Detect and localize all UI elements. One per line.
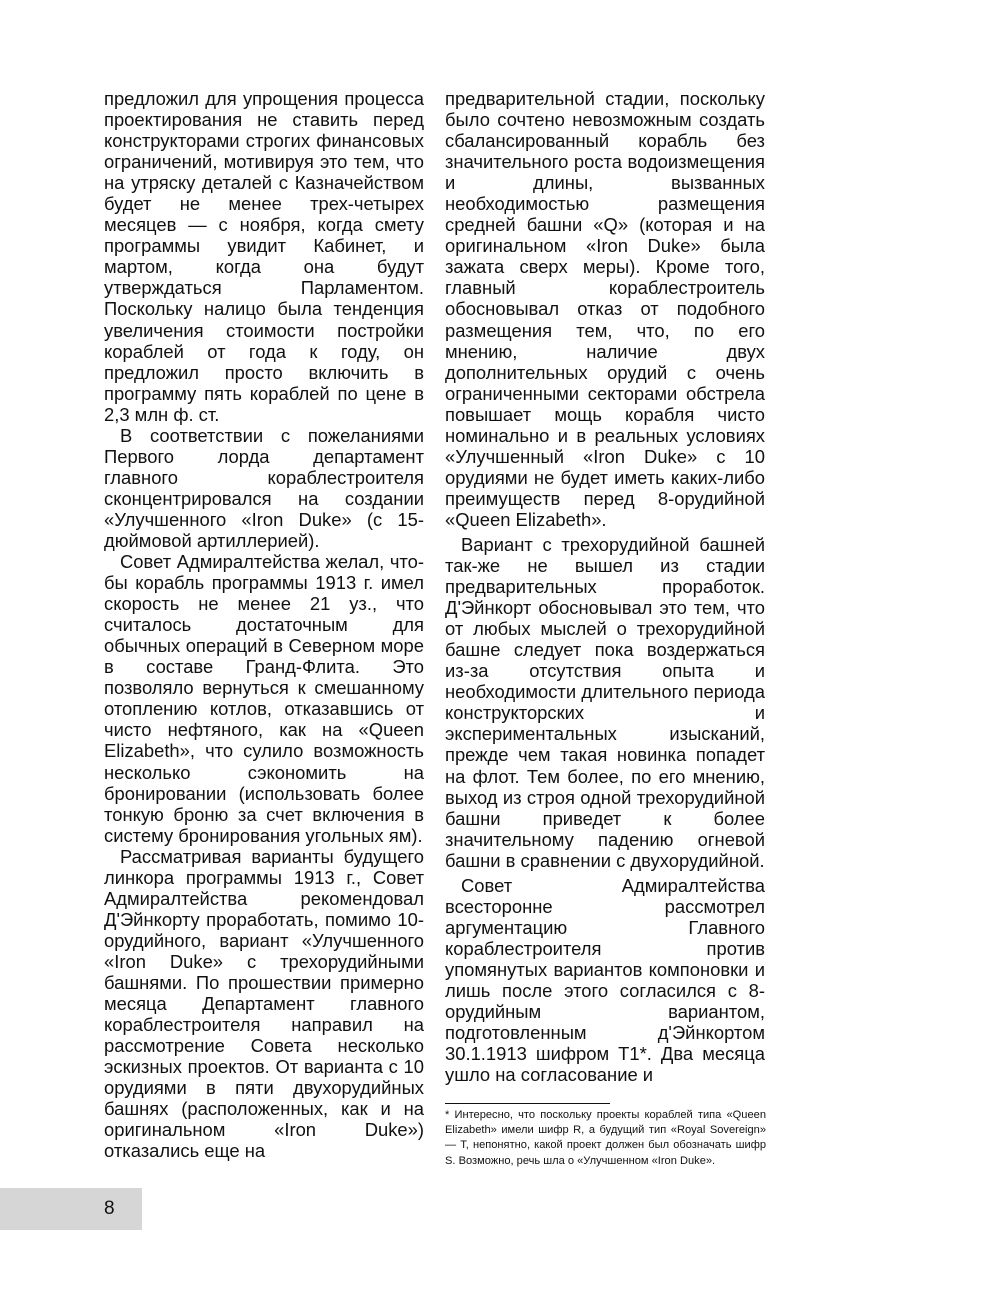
right-column	[445, 88, 765, 1085]
paragraph: Совет Адмиралтейства желал, что-бы корабль программы 1913 г. имел скорость не менее 21 уз., что считалось достаточным для обычных операций в Северном море в составе Гранд-Флита. Это позволяло вернуться к смешанному отоплению котлов, отказавшись от чисто нефтяного, как на «Queen Elizabeth», что сулило возможность несколько сэкономить на бронировании (использовать более тонкую броню за счет включения в систему бронирования угольных ям).	[104, 551, 424, 846]
footnote: * Интересно, что поскольку проекты кораблей типа «Queen Elizabeth» имели шифр R, а будущий тип «Royal Sovereign» — Т, непонятно, какой проект должен был обозначать шифр S. Возможно, речь шла о «Улучшенном «Iron Duke».	[445, 1109, 766, 1167]
left-column	[104, 88, 424, 1161]
paragraph: Рассматривая варианты будущего линкора программы 1913 г., Совет Адмиралтейства рекомендовал Д'Эйнкорту проработать, помимо 10-орудийного, вариант «Улучшенного «Iron Duke» с трехорудийными башнями. По прошествии примерно месяца Департамент главного кораблестроителя направил на рассмотрение Совета несколько эскизных проектов. От варианта с 10 орудиями в пяти двухорудийных башнях (расположенных, как и на оригинальном «Iron Duke») отказались еще на	[104, 845, 424, 1162]
paragraph: Совет Адмиралтейства всесторонне рассмотрел аргументацию Главного кораблестроителя против упомянутых вариантов компоновки и лишь после этого согласился с 8-орудийным вариантом, подготовленным д'Эйнкортом 30.1.1913 шифром Т1*. Два месяца ушло на согласование и	[445, 874, 765, 1086]
page-number: 8	[104, 1198, 115, 1219]
paragraph: Вариант с трехорудийной башней так-же не вышел из стадии предварительных проработок. Д'Эйнкорт обосновывал это тем, что от любых мыслей о трехорудийной башне следует пока воздержаться из-за отсутствия опыта и необходимости длительного периода конструкторских и экспериментальных изысканий, прежде чем такая новинка попадет на флот. Тем более, по его мнению, выход из строя одной трехорудийной башни приведет к более значительному падению огневой башни в сравнении с двухорудийной.	[445, 533, 765, 871]
footnote-divider	[445, 1103, 610, 1104]
paragraph: В соответствии с пожеланиями Первого лорда департамент главного кораблестроителя сконцентрировался на создании «Улучшенного «Iron Duke» (с 15-дюймовой артиллерией).	[104, 424, 424, 551]
paragraph: предварительной стадии, поскольку было сочтено невозможным создать сбалансированный корабль без значительного роста водоизмещения и длины, вызванных необходимостью размещения средней башни «Q» (которая и на оригинальном «Iron Duke» была зажата сверх меры). Кроме того, главный кораблестроитель обосновывал отказ от подобного размещения тем, что, по его мнению, наличие двух дополнительных орудий с очень ограниченными секторами обстрела повышает мощь корабля чисто номинально и в реальных условиях «Улучшенный «Iron Duke» с 10 орудиями не будет иметь каких-либо преимуществ перед 8-орудийной «Queen Elizabeth».	[445, 88, 765, 530]
paragraph: предложил для упрощения процесса проектирования не ставить перед конструкторами строгих финансовых ограничений, мотивируя это тем, что на утряску деталей с Казначейством будет не менее трех-четырех месяцев — с ноября, когда смету программы увидит Кабинет, и мартом, когда она будут утверждаться Парламентом. Поскольку налицо была тенденция увеличения стоимости постройки кораблей от года к году, он предложил просто включить в программу пять кораблей по цене в 2,3 млн ф. ст.	[104, 88, 424, 425]
